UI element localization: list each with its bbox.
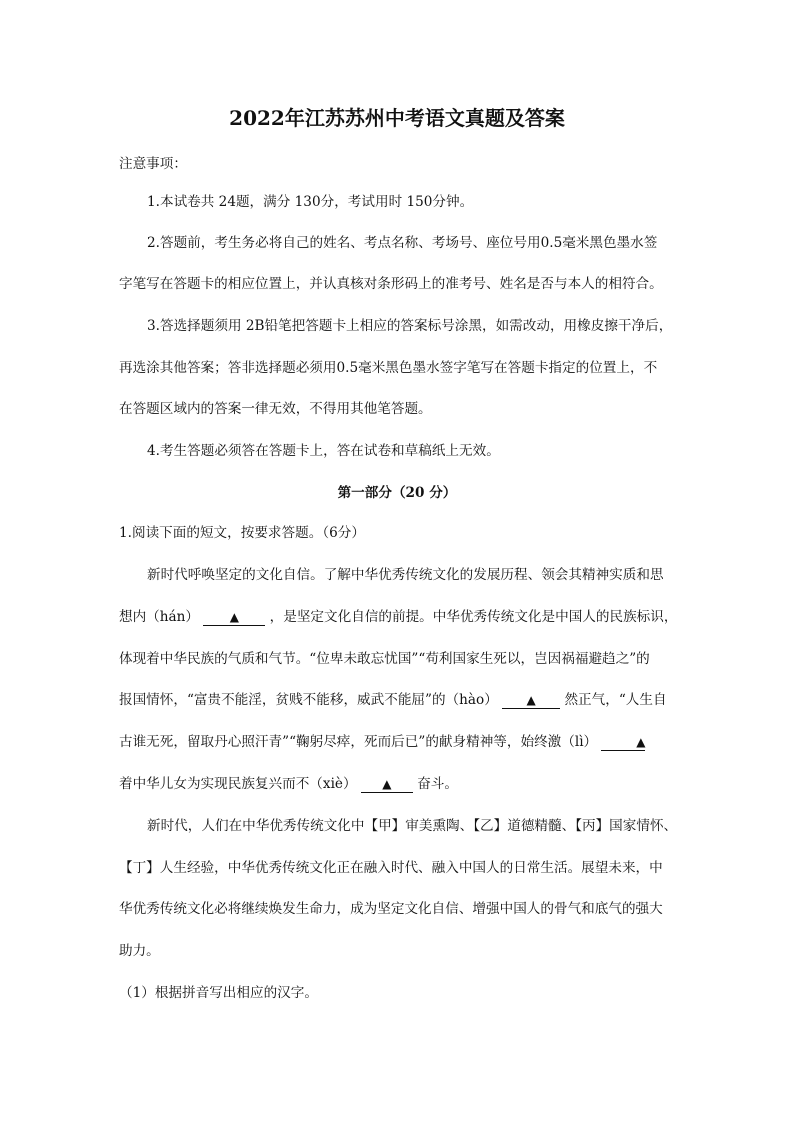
answer-blank <box>203 609 265 626</box>
passage-text: 古谁无死，留取丹心照汗青”“鞠躬尽瘁，死而后已”的献身精神等，始终激（lì） <box>119 734 598 750</box>
section-heading: 第一部分（20 分） <box>337 485 457 501</box>
passage-line <box>119 732 679 752</box>
answer-blank <box>601 734 645 751</box>
sub-question-1: （1）根据拼音写出相应的汉字。 <box>119 985 318 1001</box>
notice-item-1: 1.本试卷共 24题，满分 130分，考试用时 150分钟。 <box>147 194 474 210</box>
passage-line <box>119 607 679 627</box>
answer-blank <box>361 776 413 793</box>
passage-text: 想内（hán） <box>119 609 199 625</box>
answer-blank <box>502 692 560 709</box>
passage-text: 着中华儿女为实现民族复兴而不（xiè） <box>119 776 357 792</box>
triangle-icon: ▲ <box>229 610 239 624</box>
triangle-icon: ▲ <box>526 693 536 707</box>
question-1: 1.阅读下面的短文，按要求答题。（6分） <box>119 525 365 541</box>
notice-heading: 注意事项： <box>119 156 187 172</box>
passage-line: 【丁】人生经验，中华优秀传统文化正在融入时代、融入中国人的日常生活。展望未来，中 <box>119 860 663 876</box>
triangle-icon: ▲ <box>382 777 392 791</box>
notice-item-3-cont: 再选涂其他答案；答非选择题必须用0.5毫米黑色墨水签字笔写在答题卡指定的位置上，不 <box>119 360 658 376</box>
notice-item-3-cont2: 在答题区域内的答案一律无效，不得用其他笔答题。 <box>119 401 432 417</box>
passage-line: 新时代呼唤坚定的文化自信。了解中华优秀传统文化的发展历程、领会其精神实质和思 <box>147 567 664 583</box>
passage-line: 华优秀传统文化必将继续焕发生命力，成为坚定文化自信、增强中国人的骨气和底气的强大 <box>119 901 663 917</box>
passage-text: 奋斗。 <box>417 776 458 792</box>
notice-item-4: 4.考生答题必须答在答题卡上，答在试卷和草稿纸上无效。 <box>147 443 500 459</box>
passage-line: 体现着中华民族的气质和气节。“位卑未敢忘忧国”“苟利国家生死以，岂因祸福避趋之”的 <box>119 651 650 667</box>
passage-text: 然正气，“人生自 <box>564 692 667 708</box>
passage-line <box>119 774 679 794</box>
passage-line: 助力。 <box>119 943 160 959</box>
passage-line: 新时代，人们在中华优秀传统文化中【甲】审美熏陶、【乙】道德精髓、【丙】国家情怀、 <box>147 818 678 834</box>
passage-text: 报国情怀，“富贵不能淫，贫贱不能移，威武不能屈”的（hào） <box>119 692 498 708</box>
passage-line <box>119 690 679 710</box>
document-title: 2022年江苏苏州中考语文真题及答案 <box>229 106 565 130</box>
notice-item-2: 2.答题前，考生务必将自己的姓名、考点名称、考场号、座位号用0.5毫米黑色墨水签 <box>147 235 658 251</box>
notice-item-3: 3.答选择题须用 2B铅笔把答题卡上相应的答案标号涂黑，如需改动，用橡皮擦干净后， <box>147 318 673 334</box>
triangle-icon: ▲ <box>636 735 646 749</box>
notice-item-2-cont: 字笔写在答题卡的相应位置上，并认真核对条形码上的准考号、姓名是否与本人的相符合。 <box>119 276 663 292</box>
passage-text: ，是坚定文化自信的前提。中华优秀传统文化是中国人的民族标识， <box>269 609 678 625</box>
